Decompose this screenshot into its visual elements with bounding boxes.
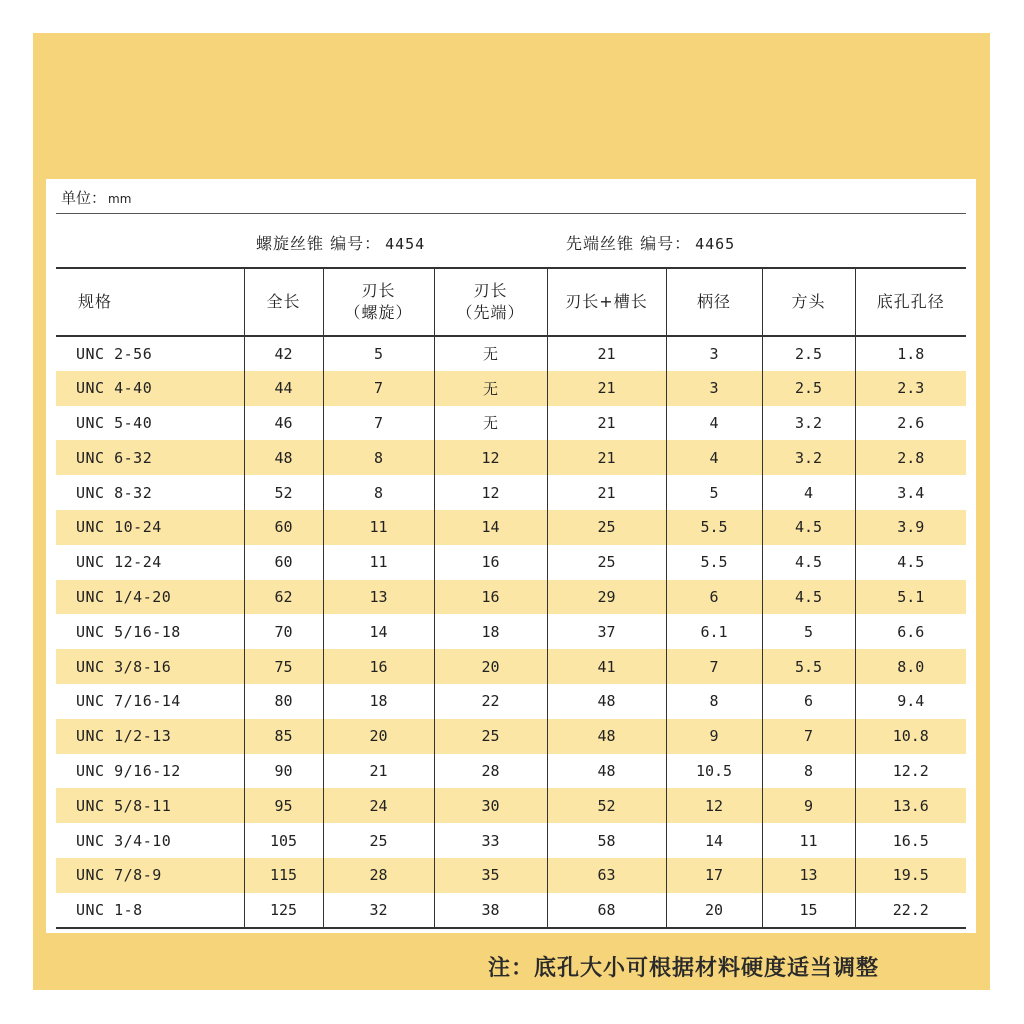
value-cell: 11 (323, 510, 434, 545)
spec-cell: UNC 4-40 (56, 371, 244, 406)
value-cell: 46 (244, 406, 323, 441)
table-row (56, 475, 966, 510)
table-row (56, 545, 966, 580)
value-cell: 20 (666, 893, 762, 928)
column-header (244, 268, 323, 336)
value-cell: 2.5 (762, 371, 855, 406)
column-header-line: 全长 (266, 292, 301, 311)
tap-spec-table (56, 267, 966, 929)
column-header-line: 规格 (78, 292, 113, 311)
spec-cell: UNC 3/4-10 (76, 831, 172, 850)
value-cell: 8 (762, 754, 855, 789)
value-cell: 60 (244, 545, 323, 580)
value-cell: 2.6 (855, 406, 966, 441)
value-cell: 75 (244, 649, 323, 684)
spec-cell: UNC 1/4-20 (56, 580, 244, 615)
value-cell: 5.5 (762, 649, 855, 684)
value-cell: 16 (323, 649, 434, 684)
value-cell: 无 (434, 371, 547, 406)
column-header (762, 268, 855, 336)
value-cell: 5.1 (855, 580, 966, 615)
value-cell: 5 (666, 475, 762, 510)
column-header-line: 刃长 (473, 281, 508, 300)
value-cell: 4 (666, 440, 762, 475)
value-cell: 42 (244, 336, 323, 371)
spec-cell: UNC 5-40 (76, 413, 153, 432)
column-header (434, 268, 547, 336)
value-cell: 5 (323, 336, 434, 371)
column-header (56, 268, 244, 336)
spec-cell: UNC 6-32 (56, 440, 244, 475)
value-cell: 85 (244, 719, 323, 754)
value-cell: 12 (434, 440, 547, 475)
column-header-line: 方头 (791, 292, 826, 311)
value-cell: 3.4 (855, 475, 966, 510)
value-cell: 125 (244, 893, 323, 928)
value-cell: 13 (762, 858, 855, 893)
column-header-line: 底孔孔径 (876, 292, 945, 311)
value-cell: 28 (434, 754, 547, 789)
value-cell: 11 (323, 545, 434, 580)
value-cell: 25 (547, 510, 666, 545)
value-cell: 48 (547, 719, 666, 754)
value-cell: 37 (547, 614, 666, 649)
value-cell: 24 (323, 788, 434, 823)
value-cell: 21 (547, 475, 666, 510)
spec-cell: UNC 10-24 (56, 510, 244, 545)
table-row (56, 684, 966, 719)
spec-cell: UNC 8-32 (76, 483, 153, 502)
value-cell: 10.8 (855, 719, 966, 754)
value-cell: 7 (323, 406, 434, 441)
value-cell: 2.3 (855, 371, 966, 406)
value-cell: 3 (666, 336, 762, 371)
table-row (56, 858, 966, 893)
table-body (56, 336, 966, 928)
table-row (56, 893, 966, 928)
value-cell: 16 (434, 580, 547, 615)
value-cell: 11 (762, 823, 855, 858)
value-cell: 6.1 (666, 614, 762, 649)
value-cell: 21 (547, 406, 666, 441)
value-cell: 80 (244, 684, 323, 719)
value-cell: 28 (323, 858, 434, 893)
value-cell: 12 (434, 475, 547, 510)
spec-cell: UNC 7/8-9 (56, 858, 244, 893)
spec-cell: UNC 12-24 (76, 553, 162, 572)
value-cell: 6 (762, 684, 855, 719)
value-cell: 4 (762, 475, 855, 510)
column-header (547, 268, 666, 336)
spec-cell: UNC 1-8 (56, 893, 244, 928)
value-cell: 44 (244, 371, 323, 406)
column-header (855, 268, 966, 336)
spec-cell: UNC 5/16-18 (76, 622, 181, 641)
value-cell: 3.2 (762, 406, 855, 441)
value-cell: 48 (547, 684, 666, 719)
value-cell: 95 (244, 788, 323, 823)
value-cell: 4 (666, 406, 762, 441)
value-cell: 16 (434, 545, 547, 580)
spec-cell: UNC 1/2-13 (56, 719, 244, 754)
value-cell: 17 (666, 858, 762, 893)
table-header-row (56, 268, 966, 336)
unit-label: 单位： mm (61, 189, 132, 207)
table-row (56, 823, 966, 858)
value-cell: 9.4 (855, 684, 966, 719)
column-header (666, 268, 762, 336)
table-row (56, 788, 966, 823)
value-cell: 5.5 (666, 510, 762, 545)
spec-cell: UNC 5/8-11 (56, 788, 244, 823)
value-cell: 3.9 (855, 510, 966, 545)
column-header-subline: （先端） (456, 303, 525, 322)
value-cell: 21 (323, 754, 434, 789)
value-cell: 19.5 (855, 858, 966, 893)
footnote: 注：底孔大小可根据材料硬度适当调整 (488, 956, 880, 981)
value-cell: 60 (244, 510, 323, 545)
column-header (323, 268, 434, 336)
column-header-line: 柄径 (696, 292, 731, 311)
value-cell: 1.8 (855, 336, 966, 371)
table-row (56, 406, 966, 441)
spec-cell: UNC 7/16-14 (76, 692, 181, 711)
spec-cell: UNC 9/16-12 (76, 761, 181, 780)
value-cell: 13.6 (855, 788, 966, 823)
table-row (56, 440, 966, 475)
value-cell: 22.2 (855, 893, 966, 928)
spiral-tap-code: 螺旋丝锥 编号： 4454 (256, 234, 426, 253)
table-row (56, 580, 966, 615)
value-cell: 48 (547, 754, 666, 789)
value-cell: 21 (547, 336, 666, 371)
value-cell: 9 (762, 788, 855, 823)
value-cell: 15 (762, 893, 855, 928)
value-cell: 20 (323, 719, 434, 754)
value-cell: 8 (323, 440, 434, 475)
value-cell: 无 (434, 336, 547, 371)
value-cell: 10.5 (666, 754, 762, 789)
table-row (56, 614, 966, 649)
value-cell: 38 (434, 893, 547, 928)
spec-sheet (46, 179, 976, 933)
value-cell: 25 (323, 823, 434, 858)
value-cell: 21 (547, 371, 666, 406)
value-cell: 14 (434, 510, 547, 545)
table-row (56, 719, 966, 754)
value-cell: 8.0 (855, 649, 966, 684)
value-cell: 22 (434, 684, 547, 719)
value-cell: 48 (244, 440, 323, 475)
value-cell: 7 (666, 649, 762, 684)
value-cell: 8 (666, 684, 762, 719)
value-cell: 8 (323, 475, 434, 510)
value-cell: 33 (434, 823, 547, 858)
value-cell: 7 (762, 719, 855, 754)
value-cell: 21 (547, 440, 666, 475)
value-cell: 105 (244, 823, 323, 858)
value-cell: 62 (244, 580, 323, 615)
value-cell: 63 (547, 858, 666, 893)
column-header-subline: （螺旋） (344, 303, 413, 322)
point-tap-code: 先端丝锥 编号： 4465 (566, 234, 736, 253)
value-cell: 90 (244, 754, 323, 789)
top-divider (56, 213, 966, 214)
value-cell: 35 (434, 858, 547, 893)
column-header-line: 刃长 (361, 281, 396, 300)
spec-cell: UNC 2-56 (76, 344, 153, 363)
value-cell: 52 (547, 788, 666, 823)
value-cell: 25 (434, 719, 547, 754)
value-cell: 无 (434, 406, 547, 441)
value-cell: 20 (434, 649, 547, 684)
value-cell: 30 (434, 788, 547, 823)
value-cell: 4.5 (762, 545, 855, 580)
value-cell: 12.2 (855, 754, 966, 789)
value-cell: 4.5 (762, 580, 855, 615)
value-cell: 3.2 (762, 440, 855, 475)
value-cell: 18 (434, 614, 547, 649)
value-cell: 7 (323, 371, 434, 406)
value-cell: 5 (762, 614, 855, 649)
table-row (56, 649, 966, 684)
value-cell: 6 (666, 580, 762, 615)
value-cell: 5.5 (666, 545, 762, 580)
value-cell: 115 (244, 858, 323, 893)
value-cell: 58 (547, 823, 666, 858)
value-cell: 70 (244, 614, 323, 649)
value-cell: 29 (547, 580, 666, 615)
value-cell: 2.5 (762, 336, 855, 371)
value-cell: 32 (323, 893, 434, 928)
value-cell: 4.5 (855, 545, 966, 580)
value-cell: 14 (323, 614, 434, 649)
value-cell: 13 (323, 580, 434, 615)
value-cell: 68 (547, 893, 666, 928)
table-row (56, 754, 966, 789)
value-cell: 14 (666, 823, 762, 858)
value-cell: 41 (547, 649, 666, 684)
value-cell: 2.8 (855, 440, 966, 475)
value-cell: 6.6 (855, 614, 966, 649)
table-row (56, 510, 966, 545)
table-row (56, 371, 966, 406)
value-cell: 3 (666, 371, 762, 406)
value-cell: 9 (666, 719, 762, 754)
value-cell: 25 (547, 545, 666, 580)
value-cell: 12 (666, 788, 762, 823)
value-cell: 18 (323, 684, 434, 719)
spec-cell: UNC 3/8-16 (56, 649, 244, 684)
value-cell: 52 (244, 475, 323, 510)
column-header-line: 刃长+槽长 (565, 292, 648, 311)
value-cell: 4.5 (762, 510, 855, 545)
value-cell: 16.5 (855, 823, 966, 858)
table-row (56, 336, 966, 371)
